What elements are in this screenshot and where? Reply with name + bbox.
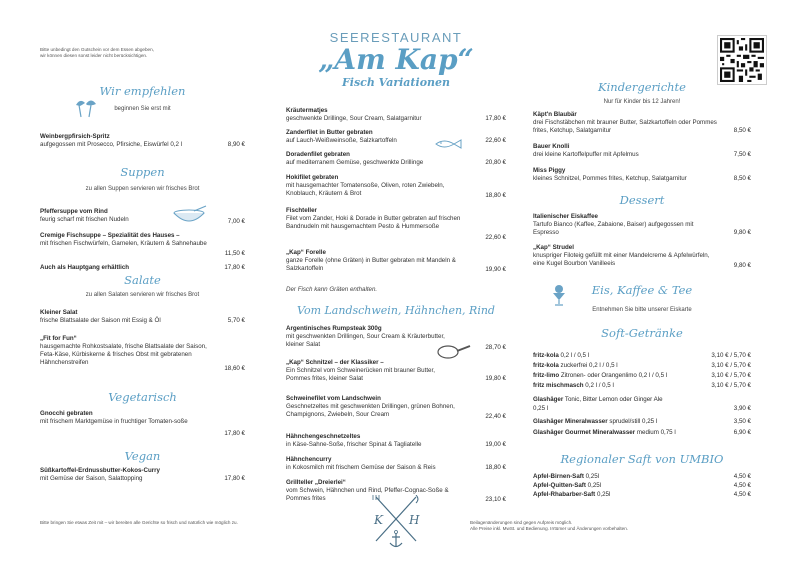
price: 19,90 € (485, 266, 506, 273)
fork-knife-anchor-logo-icon (366, 495, 426, 556)
menu-item: Doradenfilet gebraten auf mediterranem Gemüse, geschwenkte Drillinge (286, 151, 424, 166)
section-title-vegetarisch: Vegetarisch (108, 390, 177, 404)
logo-letter-left: K (374, 513, 383, 527)
menu-item: Hähnchengeschnetzeltes in Käse-Sahne-Soße, frischer Spinat & Tagliatelle 19,00 € (286, 433, 506, 448)
section-title-dessert: Dessert (619, 193, 665, 207)
section-title-soft: Soft-Getränke (601, 326, 683, 340)
price: 20,80 € (485, 159, 506, 166)
menu-item: Italienischer Eiskaffee Tartufo Bianco (Kaffee, Zabaione, Baiser) aufgegossen mit Espresso (533, 213, 694, 236)
menu-item: Auch als Hauptgang erhältlich 17,80 € (40, 264, 245, 271)
menu-item: Hokifilet gebraten mit hausgemachter Tomatensoße, Oliven, roten Zwiebeln, Knoblauch, Kräutern & Brot (286, 174, 445, 197)
drink-row: Glashäger Gourmet Mineralwasser medium 0,75 l 6,90 € (533, 429, 751, 436)
suppen-subtitle: zu allen Suppen servieren wir frisches Brot (85, 186, 200, 192)
section-title-suppen: Suppen (120, 165, 165, 179)
menu-item: Schweinefilet vom Landschwein Geschnetzeltes mit geschwenkten Drillingen, grünen Bohnen, Champignons, Zwiebeln, Sour Cream (286, 395, 455, 418)
menu-item: Weinbergpfirsich-Spritz aufgegossen mit Prosecco, Pfirsiche, Eiswürfel 0,2 l 8,90 € (40, 133, 245, 148)
price: 22,60 € (485, 137, 506, 144)
drink-row: Apfel-Rhabarber-Saft 0,25l 4,50 € (533, 491, 751, 498)
restaurant-overline: SEERESTAURANT (329, 30, 463, 45)
eis-subtitle: Entnehmen Sie bitte unserer Eiskarte (592, 307, 692, 313)
menu-item: Argentinisches Rumpsteak 300g mit geschwenkten Drillingen, Sour Cream & Kräuterbutter, kleiner Salat (286, 325, 445, 348)
price: 11,50 € (224, 250, 245, 257)
section-title-saft: Regionaler Saft von UMBIO (560, 452, 724, 466)
empfehlen-subtitle: beginnen Sie erst mit (114, 106, 171, 112)
drink-row: Apfel-Birnen-Saft 0,25l 4,50 € (533, 473, 751, 480)
salate-subtitle: zu allen Salaten servieren wir frisches Brot (85, 292, 200, 298)
drink-row: 0,25 l 3,90 € (533, 405, 751, 412)
voucher-note: Bitte unbedingt den Gutschein vor dem Essen abgeben, wir können diesen sonst leider nicht berücksichtigen. (40, 47, 154, 58)
price: 18,80 € (485, 192, 506, 199)
price: 17,80 € (224, 430, 245, 437)
section-title-fisch: Fisch Variationen (341, 76, 451, 89)
menu-item: Gnocchi gebraten mit frischem Marktgemüse in fruchtiger Tomaten-soße (40, 410, 188, 425)
menu-item: Süßkartoffel-Erdnussbutter-Kokos-Curry mit Gemüse der Saison, Salattopping 17,80 € (40, 467, 245, 482)
section-title-land: Vom Landschwein, Hähnchen, Rind (297, 304, 495, 317)
menu-item: Miss Piggy kleines Schnitzel, Pommes frites, Ketchup, Salatgarnitur 8,50 € (533, 167, 751, 182)
logo-letter-right: H (409, 513, 420, 527)
drink-row: fritz-limo Zitronen- oder Orangenlimo 0,2 l / 0,5 l 3,10 € / 5,70 € (533, 372, 751, 379)
price: 18,60 € (224, 365, 245, 372)
menu-item: Pfeffersuppe vom Rind feurig scharf mit frischen Nudeln (40, 208, 129, 223)
drink-row: fritz mischmasch 0,2 l / 0,5 l 3,10 € / 5,70 € (533, 382, 751, 389)
menu-item: Fischteller Filet vom Zander, Hoki & Dorade in Butter gebraten auf frischen Bandnudeln mit hausgemachtem Pesto & Hummersoße (286, 207, 461, 230)
footer-note-right: Beilagenänderungen sind gegen Aufpreis möglich. Alle Preise inkl. MwSt. und Bedienung. Irrtümer und Änderungen vorbehalten. (470, 520, 629, 531)
menu-item: Zanderfilet in Butter gebraten auf Lauch-Weißweinsoße, Salzkartoffeln (286, 129, 397, 144)
price: 9,80 € (733, 262, 751, 269)
menu-item: „Kap“ Schnitzel – der Klassiker – Ein Schnitzel vom Schweinerücken mit brauner Butter, Pommes frites, kleiner Salat (286, 359, 435, 382)
restaurant-title: „Am Kap“ (318, 43, 474, 76)
menu-item: „Fit for Fun“ hausgemachte Rohkostsalate, frische Blattsalate der Saison, Feta-Käse, Kürbiskerne & frisches Obst mit gebratenen Hähnchenstreifen (40, 335, 207, 366)
menu-item: Kleiner Salat frische Blattsalate der Saison mit Essig & Öl 5,70 € (40, 309, 245, 324)
drink-row: fritz-kola 0,2 l / 0,5 l 3,10 € / 5,70 € (533, 352, 751, 359)
menu-item: Käpt'n Blaubär drei Fischstäbchen mit brauner Butter, Salzkartoffeln oder Pommes frites, Ketchup, Salatgarnitur (533, 111, 717, 134)
price: 28,70 € (485, 344, 506, 351)
price: 8,50 € (733, 127, 751, 134)
price: 22,60 € (485, 234, 506, 241)
price: 7,00 € (227, 218, 245, 225)
menu-item: Cremige Fischsuppe – Spezialität des Hauses – mit frischen Fischwürfeln, Garnelen, Kräutern & Sahnehaube (40, 232, 207, 247)
section-title-empfehlen: Wir empfehlen (99, 84, 186, 98)
section-title-kinder: Kindergerichte (598, 80, 686, 94)
qr-code-icon[interactable] (717, 35, 767, 85)
drink-row: Glashäger Tonic, Bitter Lemon oder Ginger Ale (533, 396, 663, 403)
footer-note-left: Bitte bringen Sie etwas Zeit mit – wir bereiten alle Gerichte so frisch und natürlich wie möglich zu. (40, 520, 238, 525)
section-title-vegan: Vegan (124, 449, 161, 463)
price: 23,10 € (485, 496, 506, 503)
fish-bones-note: Der Fisch kann Gräten enthalten. (286, 286, 378, 293)
menu-item: „Kap“ Forelle ganze Forelle (ohne Gräten) in Butter gebraten mit Mandeln & Salzkartoffeln (286, 249, 456, 272)
drink-row: Glashäger Mineralwasser sprudel/still 0,25 l 3,50 € (533, 418, 751, 425)
kinder-subtitle: Nur für Kinder bis 12 Jahren! (603, 99, 681, 105)
section-title-eis: Eis, Kaffee & Tee (591, 283, 693, 297)
price: 22,40 € (485, 413, 506, 420)
price: 17,80 € (485, 115, 506, 122)
drink-row: Apfel-Quitten-Saft 0,25l 4,50 € (533, 482, 751, 489)
menu-item: Grillteller „Dreierlei“ vom Schwein, Hähnchen und Rind, Pfeffer-Cognac-Soße & Pommes frites (286, 479, 449, 502)
menu-item: Hähnchencurry in Kokosmilch mit frischem Gemüse der Saison & Reis 18,80 € (286, 456, 506, 471)
price: 9,80 € (733, 229, 751, 236)
menu-item: Bauer Knolli drei kleine Kartoffelpuffer mit Apfelmus 7,50 € (533, 143, 751, 158)
header (286, 30, 506, 89)
drink-row: fritz-kola zuckerfrei 0,2 l / 0,5 l 3,10 € / 5,70 € (533, 362, 751, 369)
section-title-salate: Salate (124, 273, 161, 287)
menu-item: Kräutermatjes geschwenkte Drillinge, Sour Cream, Salatgarnitur (286, 107, 422, 122)
menu-item: „Kap“ Strudel knuspriger Filoteig gefüllt mit einer Mandelcreme & Apfelwürfeln, eine Kugel Bourbon Vanilleeis (533, 244, 710, 267)
price: 19,80 € (485, 375, 506, 382)
